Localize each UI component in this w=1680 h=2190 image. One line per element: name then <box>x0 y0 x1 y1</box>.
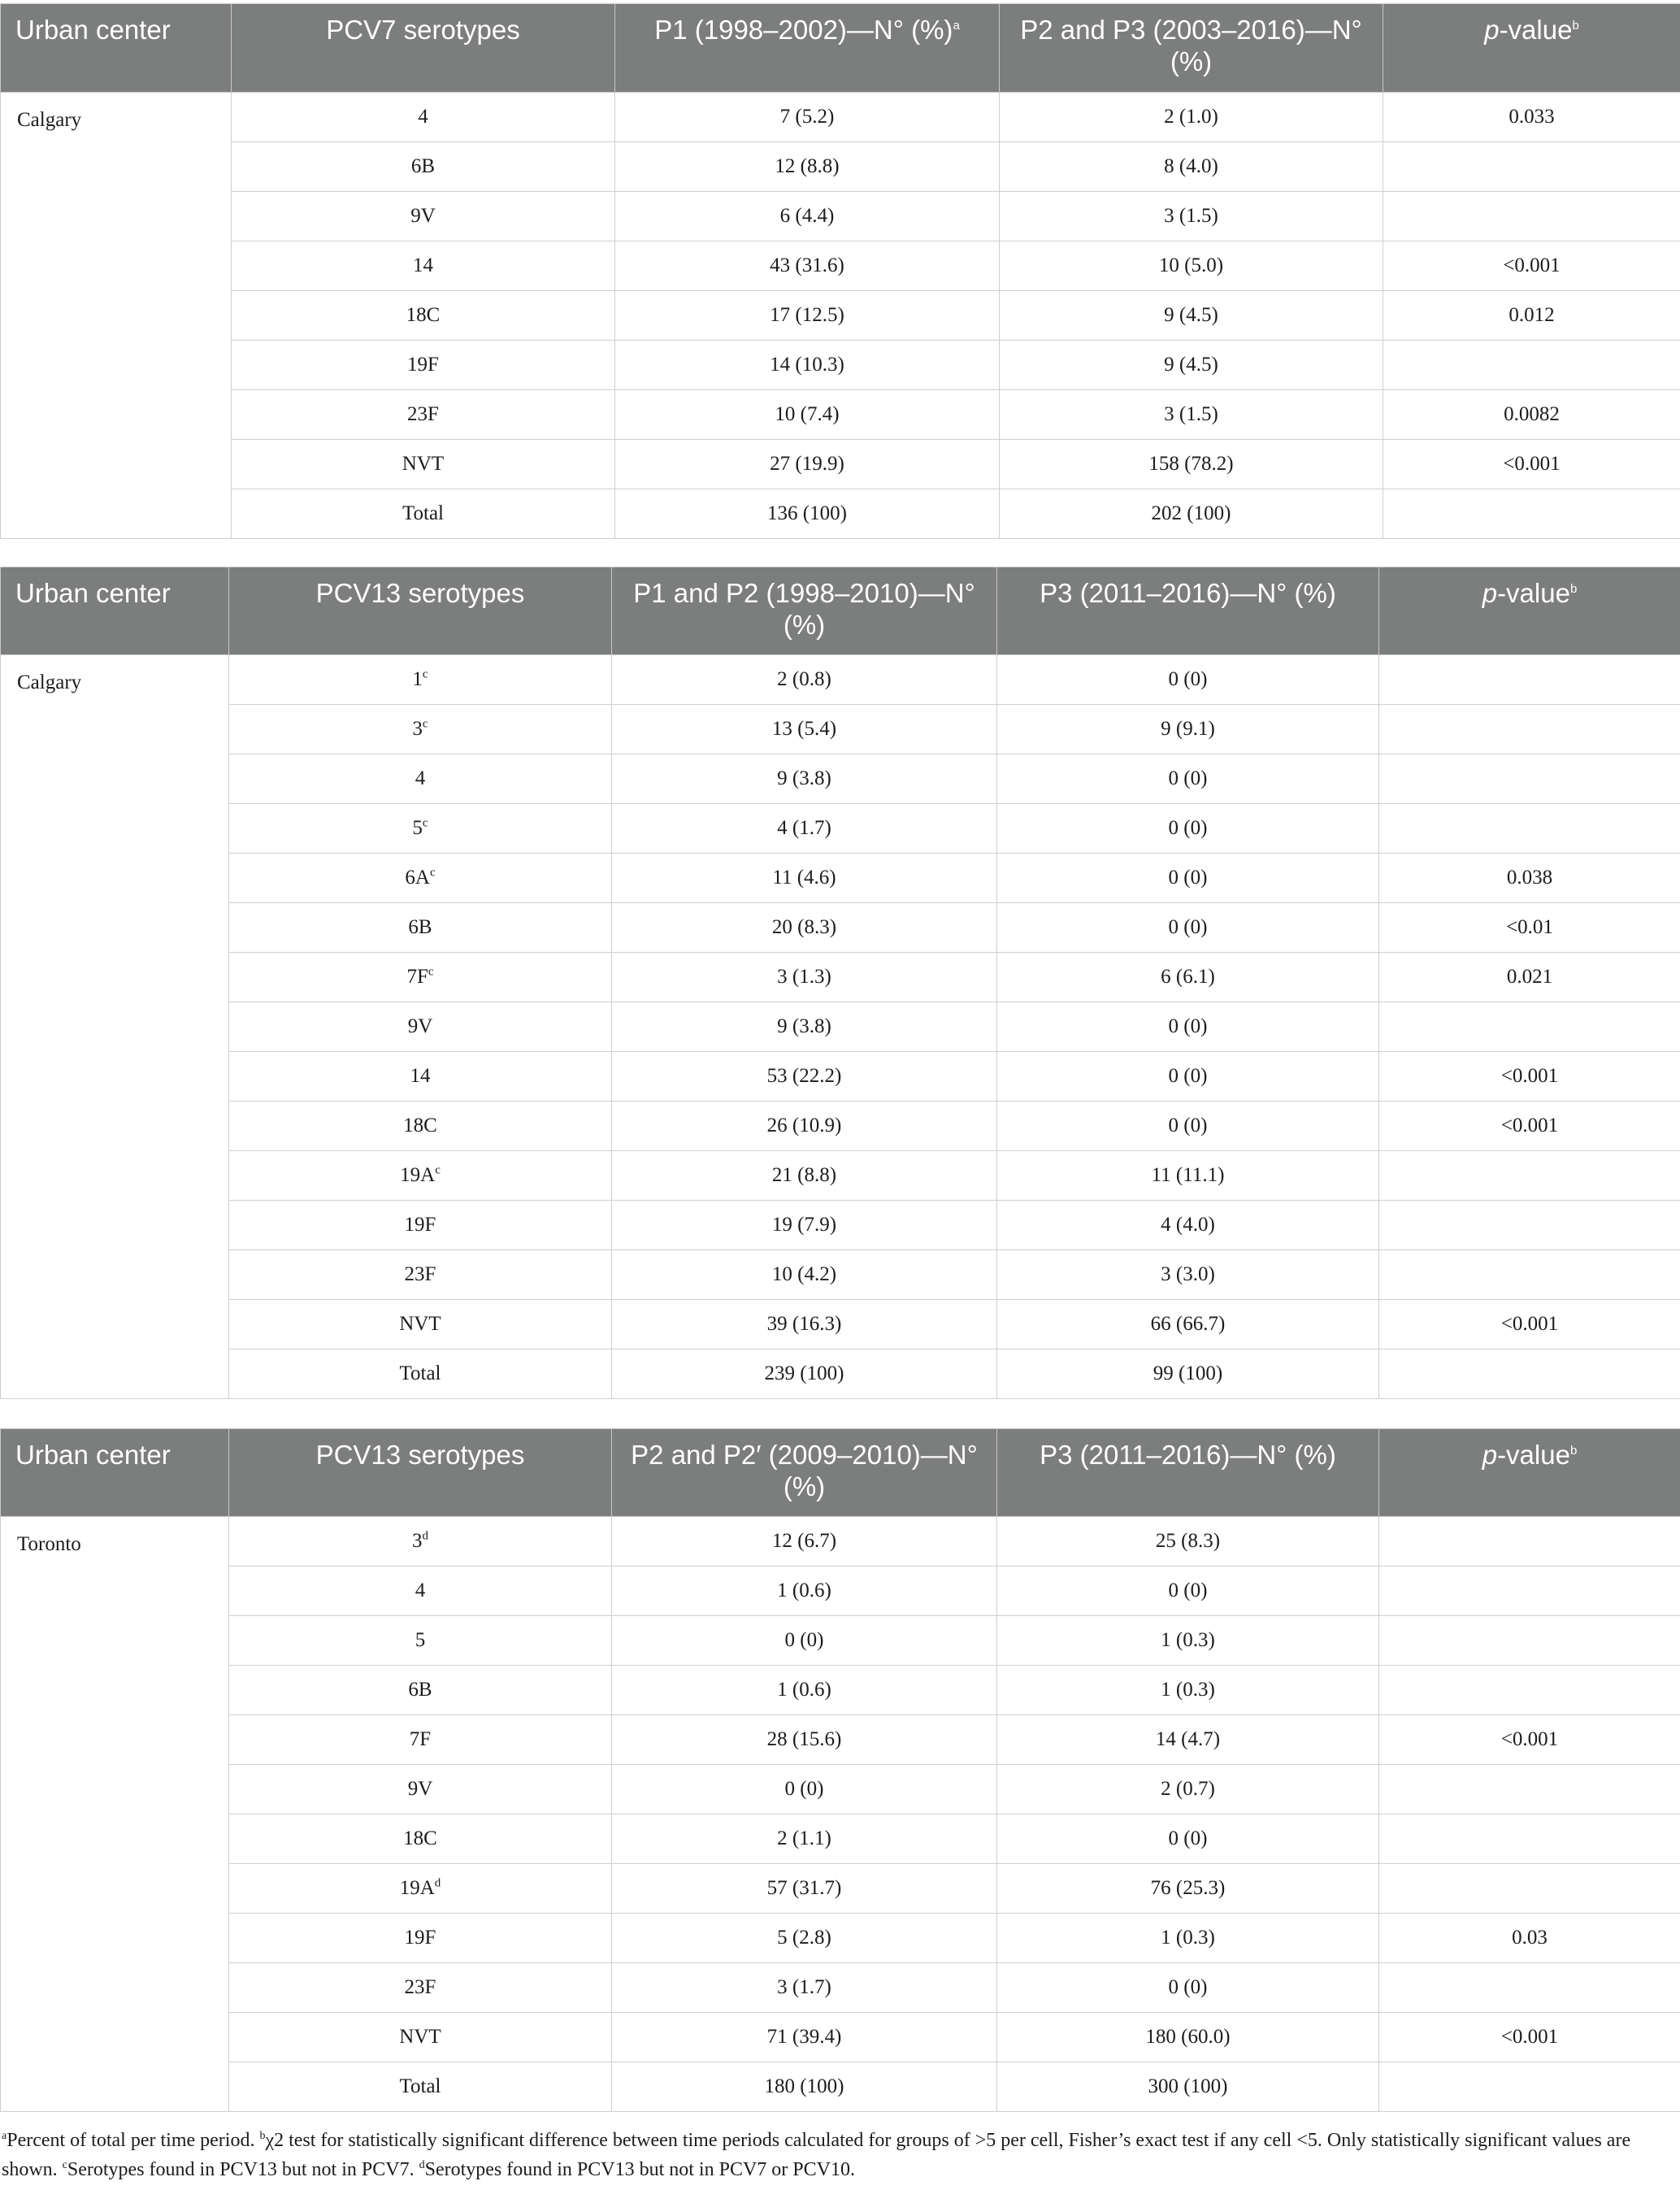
p-value-cell: <0.001 <box>1379 2013 1680 2062</box>
p-value-cell: 0.038 <box>1379 854 1680 903</box>
period-b-count-cell: 3 (3.0) <box>997 1250 1379 1300</box>
table-header <box>1 1429 1680 1517</box>
table-row <box>1 1666 1680 1715</box>
p-value-cell <box>1379 754 1680 804</box>
table-row <box>1 754 1680 804</box>
serotype-cell: 18C <box>229 1814 612 1864</box>
p-value-cell <box>1379 1002 1680 1052</box>
p-value-cell <box>1379 1666 1680 1715</box>
p-value-cell: 0.03 <box>1379 1914 1680 1963</box>
period-b-count-cell: 202 (100) <box>1000 489 1383 539</box>
period-a-count-cell: 20 (8.3) <box>612 903 997 953</box>
serotype-cell: $19A^d$ <box>229 1864 612 1914</box>
period-a-count-cell: 239 (100) <box>612 1349 997 1399</box>
serotype-cell: 6B <box>232 142 615 192</box>
serotype-cell: 3$^d$ <box>229 1517 612 1566</box>
p-value-cell <box>1379 655 1680 705</box>
period-b-count-cell: 9 (4.5) <box>1000 291 1383 341</box>
period-a-count-cell: 17 (12.5) <box>615 291 1000 341</box>
serotype-cell: 3$^c$ <box>229 705 612 754</box>
table-row <box>1 903 1680 953</box>
p-value-cell: <0.001 <box>1383 241 1680 291</box>
period-a-count-cell: 1 (0.6) <box>612 1566 997 1616</box>
period-a-count-cell: 27 (19.9) <box>615 440 1000 489</box>
footnote-b: $^b$χ2 test for statistically significant difference between time periods calculated for groups of >5 per cell, Fisher’s exact test if any cell <5. Only statistically significant values are shown. <box>2 2130 1631 2180</box>
serotype-cell: NVT <box>232 440 615 489</box>
serotype-cell: 14 <box>229 1052 612 1102</box>
p-value-cell: 0.021 <box>1379 953 1680 1002</box>
period-b-count-cell: 8 (4.0) <box>1000 142 1383 192</box>
p-value-cell <box>1379 1814 1680 1864</box>
period-b-count-cell: 6 (6.1) <box>997 953 1379 1002</box>
period-a-count-cell: 26 (10.9) <box>612 1102 997 1151</box>
period-a-count-cell: 0 (0) <box>612 1765 997 1814</box>
period-b-count-cell: 180 (60.0) <box>997 2013 1379 2062</box>
p-value-cell: <0.001 <box>1379 1300 1680 1349</box>
period-b-count-cell: 14 (4.7) <box>997 1715 1379 1765</box>
p-value-cell: <0.01 <box>1379 903 1680 953</box>
p-value-cell: <0.001 <box>1379 1052 1680 1102</box>
period-b-count-cell: 2 (1.0) <box>1000 93 1383 142</box>
serotype-cell: 9V <box>232 192 615 241</box>
serotype-cell: 23F <box>229 1963 612 2013</box>
p-value-cell: <0.001 <box>1379 1715 1680 1765</box>
p-value-cell <box>1383 142 1680 192</box>
period-b-count-cell: 0 (0) <box>997 754 1379 804</box>
period-a-count-cell: 12 (8.8) <box>615 142 1000 192</box>
period-b-count-cell: 300 (100) <box>997 2062 1379 2112</box>
table-row <box>1 1201 1680 1250</box>
table-row <box>1 1616 1680 1666</box>
period-a-count-cell: 3 (1.7) <box>612 1963 997 2013</box>
table-row <box>1 804 1680 854</box>
serotype-cell: 1$^c$ <box>229 655 612 705</box>
pcv13-serotype-table-toronto <box>0 1428 1680 2112</box>
header-urban-center: Urban center <box>1 567 229 655</box>
p-value-cell <box>1383 192 1680 241</box>
table-row <box>1 489 1680 539</box>
period-b-count-cell: 66 (66.7) <box>997 1300 1379 1349</box>
period-b-count-cell: 0 (0) <box>997 1814 1379 1864</box>
period-b-count-cell: 4 (4.0) <box>997 1201 1379 1250</box>
p-value-cell <box>1379 2062 1680 2112</box>
serotype-cell: 5$^c$ <box>229 804 612 854</box>
period-b-count-cell: 1 (0.3) <box>997 1616 1379 1666</box>
period-a-count-cell: 39 (16.3) <box>612 1300 997 1349</box>
pcv7-serotype-table-calgary <box>0 3 1680 539</box>
p-value-cell <box>1383 489 1680 539</box>
period-a-count-cell: 0 (0) <box>612 1616 997 1666</box>
header-urban-center: Urban center <box>1 4 232 93</box>
p-value-cell <box>1379 1616 1680 1666</box>
period-b-count-cell: 0 (0) <box>997 1002 1379 1052</box>
table-row <box>1 1052 1680 1102</box>
p-value-cell <box>1379 1864 1680 1914</box>
period-a-count-cell: 9 (3.8) <box>612 1002 997 1052</box>
period-a-count-cell: 28 (15.6) <box>612 1715 997 1765</box>
table-row <box>1 1300 1680 1349</box>
period-b-count-cell: 76 (25.3) <box>997 1864 1379 1914</box>
urban-center-cell: Calgary <box>1 93 232 539</box>
period-b-count-cell: 1 (0.3) <box>997 1914 1379 1963</box>
table-row <box>1 390 1680 440</box>
table-row <box>1 291 1680 341</box>
period-b-count-cell: 158 (78.2) <box>1000 440 1383 489</box>
serotype-cell: 23F <box>232 390 615 440</box>
serotype-cell: 9V <box>229 1765 612 1814</box>
period-a-count-cell: 136 (100) <box>615 489 1000 539</box>
period-a-count-cell: 7 (5.2) <box>615 93 1000 142</box>
period-a-count-cell: 2 (0.8) <box>612 655 997 705</box>
serotype-cell: 7F <box>229 1715 612 1765</box>
serotype-cell: 19F <box>229 1914 612 1963</box>
p-value-cell <box>1383 341 1680 390</box>
period-a-count-cell: 9 (3.8) <box>612 754 997 804</box>
table-row <box>1 1517 1680 1566</box>
p-value-cell: 0.0082 <box>1383 390 1680 440</box>
table-row <box>1 192 1680 241</box>
serotype-cell: Total <box>232 489 615 539</box>
urban-center-cell: Calgary <box>1 655 229 1399</box>
p-value-cell: <0.001 <box>1379 1102 1680 1151</box>
serotype-cell: NVT <box>229 1300 612 1349</box>
serotype-cell: 23F <box>229 1250 612 1300</box>
period-a-count-cell: 14 (10.3) <box>615 341 1000 390</box>
header-p-value: p-value$^b$ <box>1383 4 1680 93</box>
p-value-cell <box>1379 804 1680 854</box>
header-period-b: P2 and P3 (2003–2016)—N° (%) <box>1000 4 1383 93</box>
period-b-count-cell: 0 (0) <box>997 1963 1379 2013</box>
serotype-cell: 5 <box>229 1616 612 1666</box>
serotype-cell: 9V <box>229 1002 612 1052</box>
table-row <box>1 440 1680 489</box>
period-b-count-cell: 0 (0) <box>997 903 1379 953</box>
serotype-cell: 18C <box>229 1102 612 1151</box>
table-row <box>1 1715 1680 1765</box>
period-b-count-cell: 99 (100) <box>997 1349 1379 1399</box>
table-header <box>1 567 1680 655</box>
period-a-count-cell: 180 (100) <box>612 2062 997 2112</box>
period-a-count-cell: 71 (39.4) <box>612 2013 997 2062</box>
serotype-cell: $19A^c$ <box>229 1151 612 1201</box>
period-b-count-cell: 0 (0) <box>997 854 1379 903</box>
p-value-cell <box>1379 1963 1680 2013</box>
table-row <box>1 1765 1680 1814</box>
p-value-cell <box>1379 705 1680 754</box>
p-value-cell <box>1379 1151 1680 1201</box>
p-value-cell: 0.033 <box>1383 93 1680 142</box>
period-a-count-cell: 6 (4.4) <box>615 192 1000 241</box>
header-period-a: P1 and P2 (1998–2010)—N° (%) <box>612 567 997 655</box>
header-serotypes: PCV13 serotypes <box>229 567 612 655</box>
period-a-count-cell: 13 (5.4) <box>612 705 997 754</box>
period-a-count-cell: 53 (22.2) <box>612 1052 997 1102</box>
table-row <box>1 1566 1680 1616</box>
p-value-cell: <0.001 <box>1383 440 1680 489</box>
period-a-count-cell: 3 (1.3) <box>612 953 997 1002</box>
period-a-count-cell: 10 (7.4) <box>615 390 1000 440</box>
serotype-cell: NVT <box>229 2013 612 2062</box>
p-value-cell <box>1379 1201 1680 1250</box>
header-period-b: P3 (2011–2016)—N° (%) <box>997 567 1379 655</box>
period-a-count-cell: 4 (1.7) <box>612 804 997 854</box>
table-row <box>1 241 1680 291</box>
serotype-cell: 6B <box>229 1666 612 1715</box>
p-value-cell <box>1379 1349 1680 1399</box>
table-row <box>1 93 1680 142</box>
header-p-value: p-value$^b$ <box>1379 567 1680 655</box>
table-row <box>1 2062 1680 2112</box>
period-b-count-cell: 0 (0) <box>997 1102 1379 1151</box>
period-b-count-cell: 0 (0) <box>997 1052 1379 1102</box>
serotype-cell: 18C <box>232 291 615 341</box>
table-row <box>1 655 1680 705</box>
p-value-cell <box>1379 1250 1680 1300</box>
serotype-cell: 6B <box>229 903 612 953</box>
period-b-count-cell: 0 (0) <box>997 655 1379 705</box>
serotype-cell: 14 <box>232 241 615 291</box>
table-row <box>1 1963 1680 2013</box>
period-b-count-cell: 25 (8.3) <box>997 1517 1379 1566</box>
serotype-cell: Total <box>229 2062 612 2112</box>
header-serotypes: PCV13 serotypes <box>229 1429 612 1517</box>
period-b-count-cell: 1 (0.3) <box>997 1666 1379 1715</box>
period-b-count-cell: 9 (4.5) <box>1000 341 1383 390</box>
header-period-a: P2 and P2′ (2009–2010)—N° (%) <box>612 1429 997 1517</box>
table-row <box>1 1349 1680 1399</box>
period-b-count-cell: 2 (0.7) <box>997 1765 1379 1814</box>
period-b-count-cell: 3 (1.5) <box>1000 192 1383 241</box>
table-row <box>1 1102 1680 1151</box>
period-a-count-cell: 1 (0.6) <box>612 1666 997 1715</box>
table-header <box>1 4 1680 93</box>
pcv13-serotype-table-calgary <box>0 567 1680 1399</box>
serotype-cell: 4 <box>229 1566 612 1616</box>
p-value-cell: 0.012 <box>1383 291 1680 341</box>
header-period-a: P1 (1998–2002)—N° (%)$^a$ <box>615 4 1000 93</box>
serotype-cell: 19F <box>232 341 615 390</box>
serotype-cell: 19F <box>229 1201 612 1250</box>
table-row <box>1 1864 1680 1914</box>
table-row <box>1 1250 1680 1300</box>
period-a-count-cell: 10 (4.2) <box>612 1250 997 1300</box>
period-b-count-cell: 3 (1.5) <box>1000 390 1383 440</box>
table-row <box>1 854 1680 903</box>
period-b-count-cell: 0 (0) <box>997 804 1379 854</box>
table-row <box>1 705 1680 754</box>
header-period-b: P3 (2011–2016)—N° (%) <box>997 1429 1379 1517</box>
footnote-c: $^c$Serotypes found in PCV13 but not in PCV7. <box>62 2159 419 2180</box>
header-urban-center: Urban center <box>1 1429 229 1517</box>
table-footnotes <box>2 2126 1660 2184</box>
period-a-count-cell: 19 (7.9) <box>612 1201 997 1250</box>
p-value-cell <box>1379 1517 1680 1566</box>
period-a-count-cell: 21 (8.8) <box>612 1151 997 1201</box>
table-row <box>1 142 1680 192</box>
table-row <box>1 341 1680 390</box>
urban-center-cell: Toronto <box>1 1517 229 2112</box>
period-a-count-cell: 12 (6.7) <box>612 1517 997 1566</box>
period-a-count-cell: 11 (4.6) <box>612 854 997 903</box>
period-a-count-cell: 5 (2.8) <box>612 1914 997 1963</box>
period-b-count-cell: 10 (5.0) <box>1000 241 1383 291</box>
period-b-count-cell: 9 (9.1) <box>997 705 1379 754</box>
period-b-count-cell: 11 (11.1) <box>997 1151 1379 1201</box>
period-a-count-cell: 43 (31.6) <box>615 241 1000 291</box>
period-a-count-cell: 57 (31.7) <box>612 1864 997 1914</box>
footnote-d: $^d$Serotypes found in PCV13 but not in PCV7 or PCV10. <box>419 2159 855 2180</box>
header-serotypes: PCV7 serotypes <box>232 4 615 93</box>
table-row <box>1 1151 1680 1201</box>
serotype-cell: $6A^c$ <box>229 854 612 903</box>
serotype-cell: Total <box>229 1349 612 1399</box>
table-row <box>1 2013 1680 2062</box>
period-a-count-cell: 2 (1.1) <box>612 1814 997 1864</box>
period-b-count-cell: 0 (0) <box>997 1566 1379 1616</box>
p-value-cell <box>1379 1566 1680 1616</box>
table-row <box>1 953 1680 1002</box>
table-row <box>1 1814 1680 1864</box>
serotype-cell: 4 <box>229 754 612 804</box>
table-row <box>1 1914 1680 1963</box>
header-p-value: p-value$^b$ <box>1379 1429 1680 1517</box>
table-row <box>1 1002 1680 1052</box>
serotype-cell: 4 <box>232 93 615 142</box>
p-value-cell <box>1379 1765 1680 1814</box>
footnote-a: $^a$Percent of total per time period. <box>2 2130 260 2151</box>
serotype-cell: $7F^c$ <box>229 953 612 1002</box>
